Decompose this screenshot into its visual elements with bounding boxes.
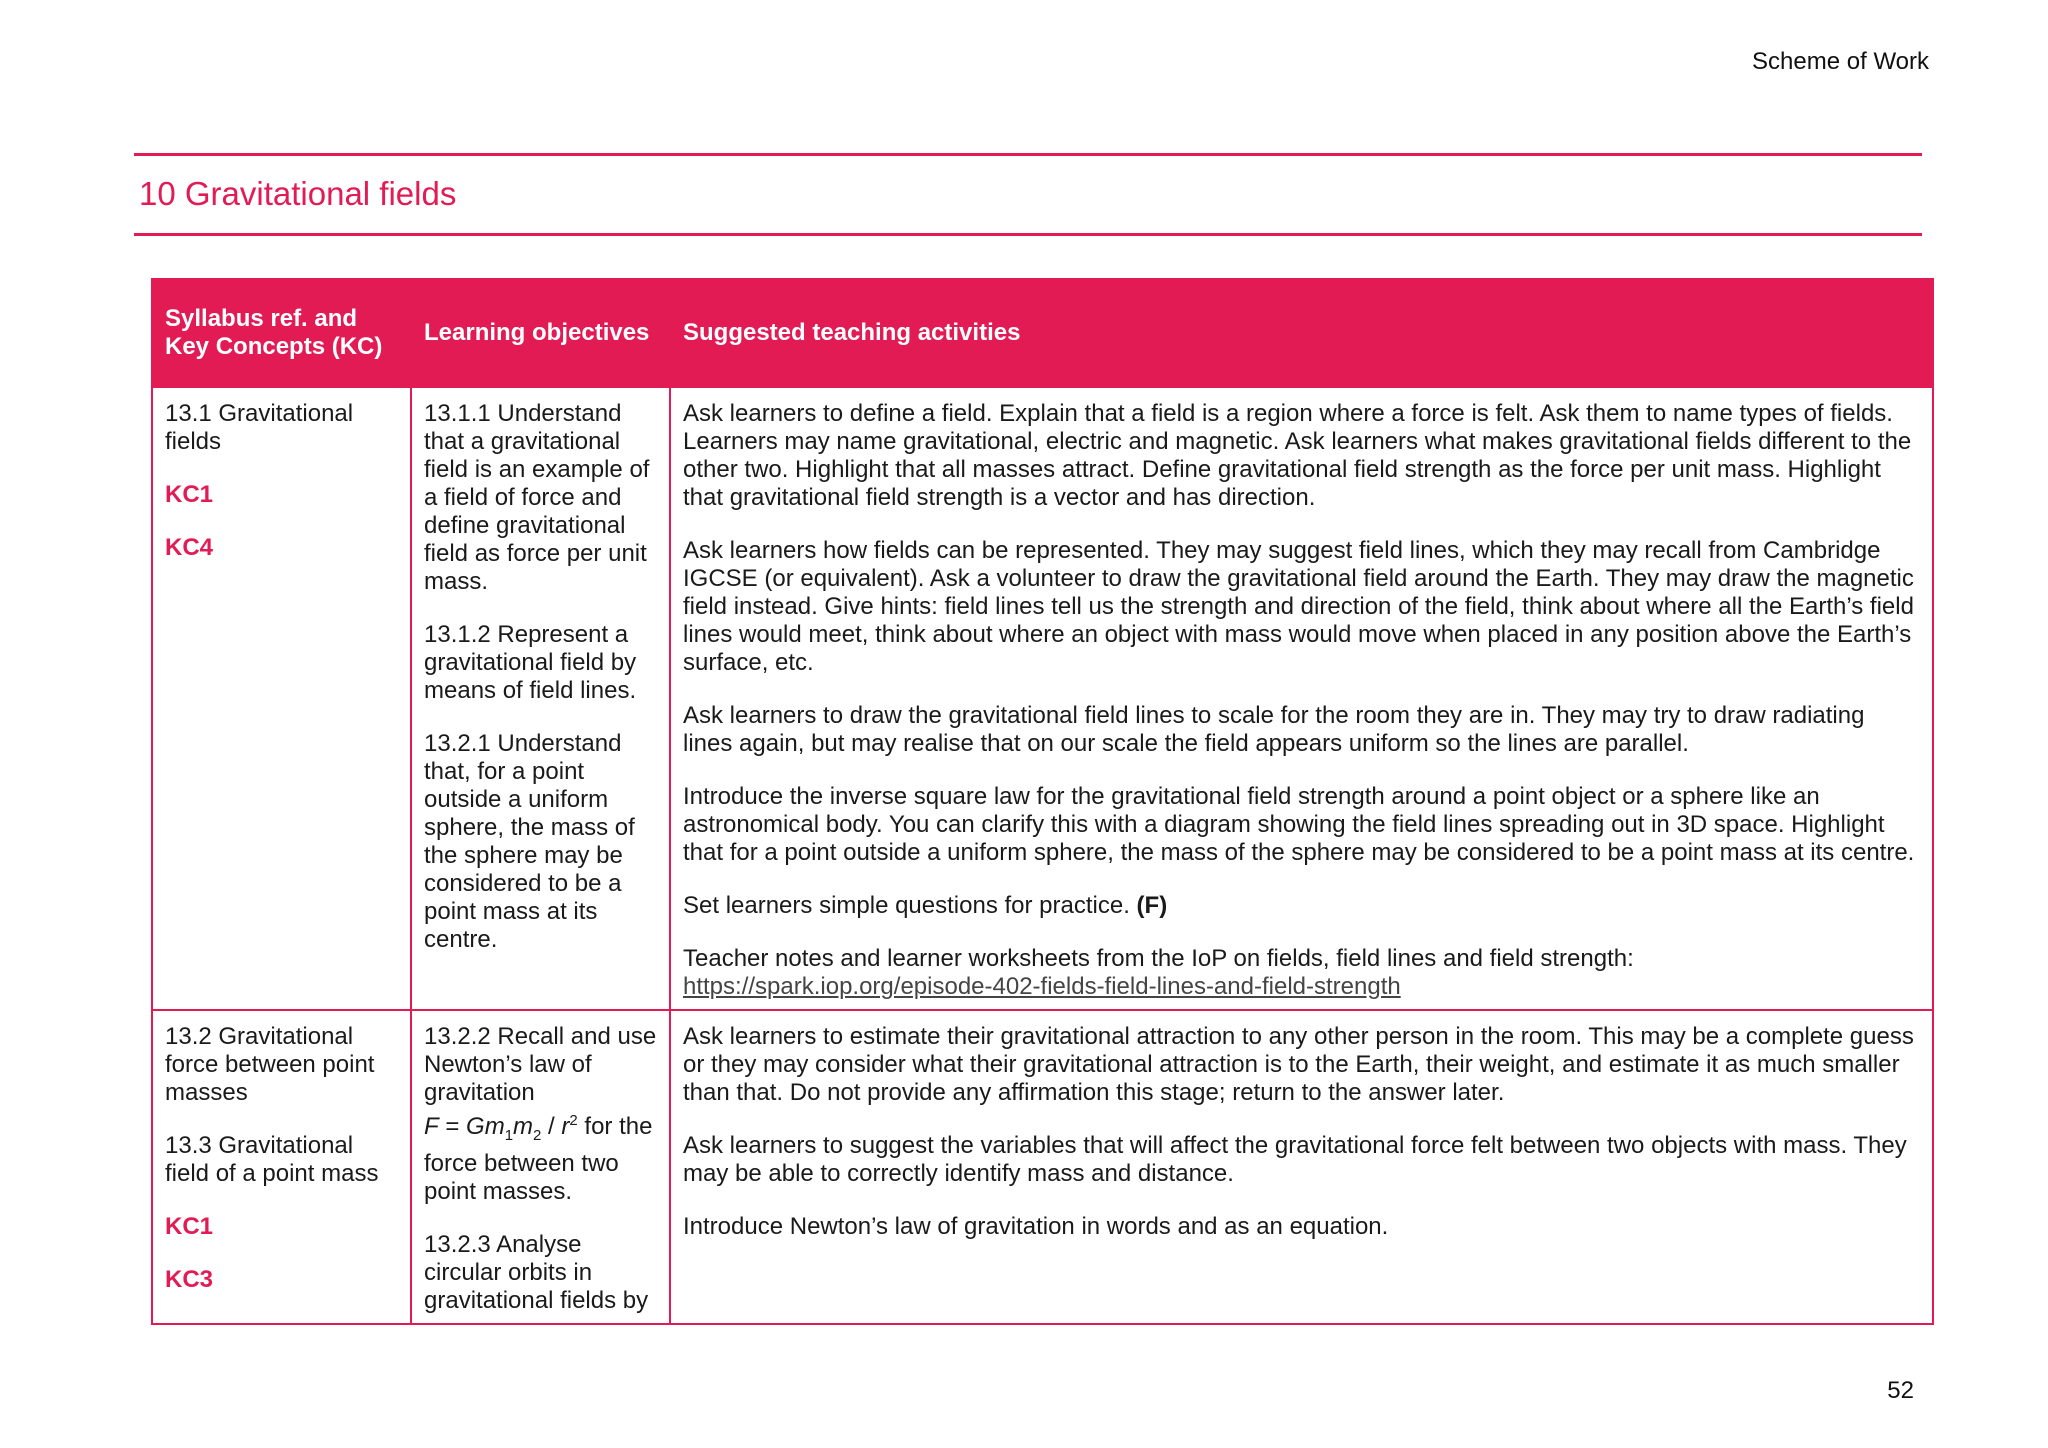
objectives-cell [411,1010,670,1324]
running-header: Scheme of Work [1752,48,1929,75]
scheme-table [151,278,1934,1325]
gravitation-formula: $F = Gm_1m_2 / r^2$ for the force between two point masses. [424,1112,653,1205]
activity: Ask learners to estimate their gravitational attraction to any other person in the room. This may be a complete guess or they may consider what their gravitational attraction is to the Earth, their weight, and estimate it as much smaller than that. Do not provide any affirmation this stage; return to the answer later. [683,1023,1914,1106]
objective: 13.1.2 Represent a gravitational field by means of field lines. [424,621,637,704]
title-rule-bottom [134,233,1922,236]
objective: 13.2.3 Analyse circular orbits in gravitational fields by [424,1230,649,1314]
table-header-row [152,279,1933,387]
resource-text: Teacher notes and learner worksheets from the IoP on fields, field lines and field strength: [683,945,1634,972]
practice-text: Set learners simple questions for practice. [683,892,1130,919]
table-row [152,1010,1933,1324]
syllabus-ref: 13.3 Gravitational field of a point mass [165,1132,379,1187]
activities-cell [670,387,1933,1010]
table-row [152,387,1933,1010]
key-concept: KC1 [165,1213,214,1240]
header-objectives: Learning objectives [411,279,670,387]
objective-text: 13.2.2 Recall and use Newton’s law of gravitation [424,1023,657,1106]
syllabus-ref: 13.1 Gravitational fields [165,400,354,455]
syllabus-cell [152,387,411,1010]
syllabus-cell [152,1010,411,1324]
key-concept: KC1 [165,481,214,508]
header-syllabus: Syllabus ref. and Key Concepts (KC) [152,279,411,387]
header-activities: Suggested teaching activities [670,279,1933,387]
objective: 13.1.1 Understand that a gravitational field is an example of a field of force and define gravitational field as force per unit mass. [424,400,650,595]
formative-tag: (F) [1136,892,1168,919]
objective [424,1023,657,1206]
activity: Ask learners how fields can be represented. They may suggest field lines, which they may recall from Cambridge IGCSE (or equivalent). Ask a volunteer to draw the gravitational field around the Earth. They may draw the magnetic field instead. Give hints: field lines tell us the strength and direction of the field, think about where all the Earth’s field lines would meet, think about where an object with mass would move when placed in any position above the Earth’s surface, etc. [683,537,1914,676]
section-title: 10 Gravitational fields [139,175,457,212]
activity: Introduce Newton’s law of gravitation in words and as an equation. [683,1213,1389,1240]
title-rule-top [134,153,1922,156]
activities-cell [670,1010,1933,1324]
activity: Ask learners to define a field. Explain that a field is a region where a force is felt. Ask them to name types of fields. Learners may name gravitational, electric and magnetic. Ask learners what makes gravitational fields different to the other two. Highlight that all masses attract. Define gravitational field strength as the force per unit mass. Highlight that gravitational field strength is a vector and has direction. [683,400,1912,511]
objectives-cell [411,387,670,1010]
key-concept: KC4 [165,534,214,561]
activity: Ask learners to draw the gravitational field lines to scale for the room they are in. They may try to draw radiating lines again, but may realise that on our scale the field appears uniform so the lines are parallel. [683,702,1865,757]
activity [683,892,1920,920]
activity: Ask learners to suggest the variables that will affect the gravitational force felt between two objects with mass. They may be able to correctly identify mass and distance. [683,1132,1907,1187]
activity [683,945,1920,1001]
key-concept: KC3 [165,1266,214,1293]
activity: Introduce the inverse square law for the gravitational field strength around a point object or a sphere like an astronomical body. You can clarify this with a diagram showing the field lines spreading out in 3D space. Highlight that for a point outside a uniform sphere, the mass of the sphere may be considered to be a point mass at its centre. [683,783,1915,866]
resource-link[interactable]: https://spark.iop.org/episode-402-fields-field-lines-and-field-strength [683,973,1401,1000]
syllabus-ref: 13.2 Gravitational force between point masses [165,1023,375,1106]
page-number: 52 [1887,1377,1914,1404]
objective: 13.2.1 Understand that, for a point outside a uniform sphere, the mass of the sphere may be considered to be a point mass at its centre. [424,730,635,953]
